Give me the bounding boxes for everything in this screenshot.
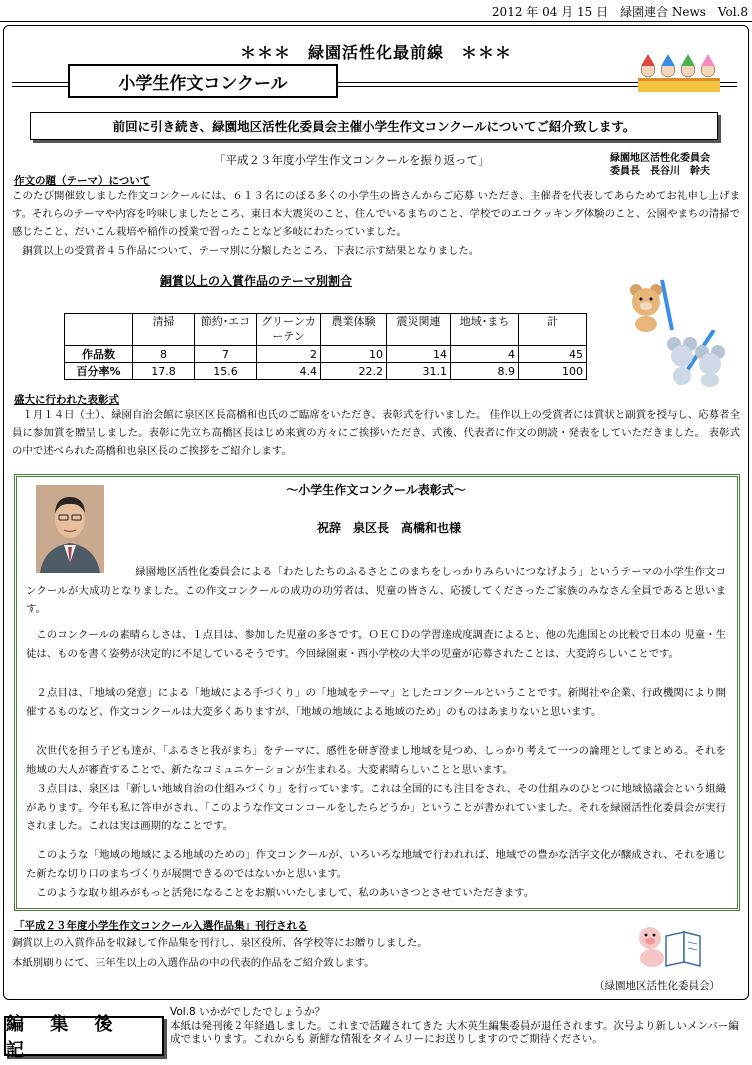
speech-paragraph: このコンクールの素晴らしさは、１点目は、参加した児童の多さです。ＯＥＣＤの学習達成度調査によると、他の先進国との比較で日本の 児童・生徒は、ものを書く姿勢が決定的に不足しているそうです。今回緑園東・西小学校の大半の児童が応募されたことは、大変誇らしいことです。 bbox=[26, 629, 726, 660]
editor-note bbox=[170, 1006, 744, 1047]
intro-box: 前回に引き続き、緑園地区活性化委員会主催小学生作文コンクールについてご紹介致します。 bbox=[30, 112, 718, 140]
editor-note-label: 編 集 後 記 bbox=[4, 1016, 164, 1056]
pencil-children-icon bbox=[636, 52, 722, 94]
table-cell: 31.1 bbox=[387, 363, 451, 380]
theme-table bbox=[64, 313, 587, 380]
table-row bbox=[65, 346, 587, 363]
editor-note-line: Vol.8 いかがでしたでしょうか？ bbox=[170, 1006, 326, 1018]
closing-org: （緑園地区活性化委員会） bbox=[594, 980, 720, 992]
table-cell: 17.8 bbox=[133, 363, 195, 380]
table-cell: 2 bbox=[257, 346, 321, 363]
section-ceremony-text: １月１４日（土）、緑園自治会館に泉区区長高橋和也氏のご臨席をいただき、表彰式を行いました。 佳作以上の受賞者には賞状と副賞を授与し、応募者全員に参加賞を贈呈しました。表彰に先立ち高橋区長はじめ来賓の方々にご挨拶いただき、式後、代表者に作文の朗読・発表をしていただきました。 表彰式の中で述べられた高橋和也泉区長のご挨拶をご紹介します。 bbox=[12, 409, 740, 458]
editor-note-line: 本紙は発刊後２年経過しました。これまで活躍されてきた 大木英生編集委員が退任されます。次号より新しいメンバー編成でまいります。これからも 新鮮な情報をタイムリーにお送りしますのでご期待ください。 bbox=[170, 1019, 739, 1045]
speech-paragraph: このような取り組みがもっと活発になることをお願いいたしまして、私のあいさつとさせていただきます。 bbox=[36, 887, 535, 899]
article-title: 小学生作文コンクール bbox=[68, 64, 338, 98]
table-cell: 8 bbox=[133, 346, 195, 363]
table-header: 節約･エコ bbox=[195, 314, 257, 346]
table-row bbox=[65, 363, 587, 380]
table-header: 清掃 bbox=[133, 314, 195, 346]
row-label: 百分率% bbox=[65, 363, 133, 380]
masthead-bar bbox=[0, 0, 752, 22]
table-cell: 8.9 bbox=[451, 363, 519, 380]
table-cell: 4 bbox=[451, 346, 519, 363]
section-theme-text2: 銅賞以上の受賞者４５作品について、テーマ別に分類したところ、下表に示す結果となりました。 bbox=[22, 245, 480, 257]
speech-subtitle: 祝辞 泉区長 高橋和也様 bbox=[316, 521, 461, 535]
table-cell: 45 bbox=[519, 346, 587, 363]
section-ceremony-label: 盛大に行われた表彰式 bbox=[14, 394, 119, 406]
section-anthology-label: 「平成２３年度小学生作文コンクール入選作品集」刊行される bbox=[14, 920, 308, 932]
table-header: 地域･まち bbox=[451, 314, 519, 346]
table-header: 農業体験 bbox=[321, 314, 387, 346]
speech-paragraph: 次世代を担う子ども達が､「ふるさと我がまち」をテーマに、感性を研ぎ澄まし地域を見つめ、しっかり考えて一つの論理としてまとめる。それを地域の大人が審査することで、新たなコミュニケーションが生まれる。大変素晴らしいことと思います。 bbox=[26, 745, 726, 776]
table-header: 震災関連 bbox=[387, 314, 451, 346]
issue-date-line: 2012 年 04 月 15 日 緑園連合 News Vol.8 bbox=[491, 5, 748, 19]
table-header: 計 bbox=[519, 314, 587, 346]
table-title: 銅賞以上の入賞作品のテーマ別割合 bbox=[160, 274, 353, 288]
row-label: 作品数 bbox=[65, 346, 133, 363]
speech-paragraph: このような「地域の地域による地域のための」作文コンクールが、いろいろな地域で行われれば、地域での豊かな活字文化が醸成され、それを通じた新たな切り口のまちづくりが展開できるのではないかと思います。 bbox=[26, 849, 726, 880]
speech-paragraph: ３点目は、泉区は「新しい地域自治の仕組みづくり」を行っています。これは全国的にも注目をされ、その仕組みのひとつに地域協議会という組織があります。今年も私に答申がされ、｢このような作文コンコールをしたらどうか」ということが書かれていました。それを緑園活性化委員会が実行されました。これは実は画期的なことです。 bbox=[26, 783, 726, 833]
banner-title: ＊＊＊ 緑園活性化最前線 ＊＊＊ bbox=[239, 43, 512, 62]
bear-pencil-icon bbox=[626, 278, 674, 332]
table-cell: 7 bbox=[195, 346, 257, 363]
section-anthology-text: 銅賞以上の入賞作品を収録して作品集を刊行し、泉区役所、各学校等にお贈りしました。 bbox=[12, 937, 428, 949]
table-cell: 10 bbox=[321, 346, 387, 363]
speech-paragraph: ２点目は、「地域の発意」による「地域による手づくり」の「地域をテーマ」としたコンクールということです。新聞社や企業、行政機関により開催するものなど、作文コンクールは大変多くありますが、｢地域の地域による地域のため」のものはあまりないと思います。 bbox=[26, 687, 726, 718]
table-cell: 15.6 bbox=[195, 363, 257, 380]
pig-book-icon bbox=[636, 922, 702, 968]
table-cell: 22.2 bbox=[321, 363, 387, 380]
table-header-row bbox=[65, 314, 587, 346]
table-corner bbox=[65, 314, 133, 346]
author-name: 委員長 長谷川 幹夫 bbox=[610, 166, 710, 177]
table-cell: 4.4 bbox=[257, 363, 321, 380]
mice-pencil-icon bbox=[664, 330, 728, 388]
section-theme-label: 作文の題（テーマ）について bbox=[14, 175, 151, 187]
author-org bbox=[610, 152, 710, 178]
section-anthology-text: 本紙別刷りにて、三年生以上の入選作品の中の代表的作品をご紹介致します。 bbox=[12, 957, 375, 969]
table-cell: 100 bbox=[519, 363, 587, 380]
speech-title: ～小学生作文コンクール表彰式～ bbox=[286, 483, 466, 497]
article-subhead: 「平成２３年度小学生作文コンクールを振り返って」 bbox=[214, 153, 490, 167]
table-cell: 14 bbox=[387, 346, 451, 363]
speech-paragraph: 緑園地区活性化委員会による「わたしたちのふるさとこのまちをしっかりみらいにつなげよう」というテーマの小学生作文コンクールが大成功となりました。この作文コンクールの成功の功労者は、児童の皆さん、応援してくださったご家族のみなさん全員であると思います。 bbox=[26, 566, 726, 616]
table-header: グリーンカーテン bbox=[257, 314, 321, 346]
author-org-name: 緑園地区活性化委員会 bbox=[610, 153, 710, 164]
section-theme-text: このたび開催致しました作文コンクールには、６１３名にのぼる多くの小学生の皆さんからご応募 いただき、主催者を代表してあらためてお礼申し上げます。それらのテーマや内容を吟味しましたところ、東日本大震災のこと、住んでいるまちのこと、学校でのエコクッキング体験のこと、公園やまちの清掃で感じたこと、だいこん栽培や稲作の授業で習ったことなど多岐にわたっていました。 bbox=[12, 190, 740, 239]
